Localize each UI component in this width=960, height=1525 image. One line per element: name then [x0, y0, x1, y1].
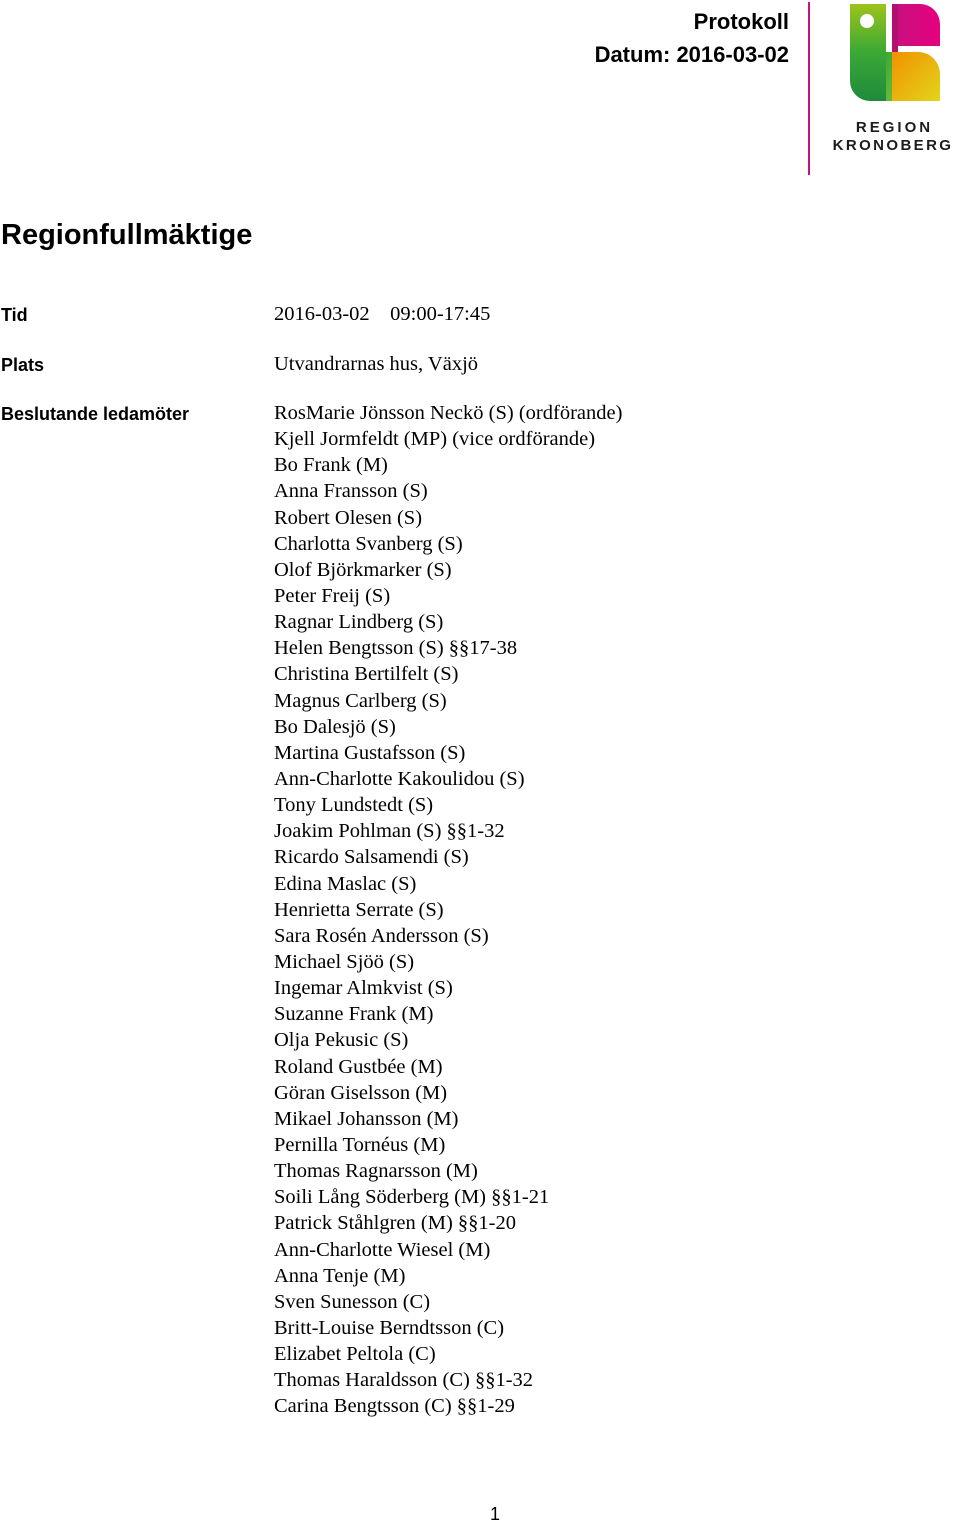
member-item: Christina Bertilfelt (S)	[274, 663, 459, 686]
member-item: Edina Maslac (S)	[274, 872, 417, 895]
member-item: Ann-Charlotte Kakoulidou (S)	[274, 767, 525, 790]
member-item: Charlotta Svanberg (S)	[274, 532, 463, 555]
member-item: Henrietta Serrate (S)	[274, 898, 444, 921]
plats-label: Plats	[1, 355, 45, 375]
tid-value: 2016-03-02 09:00-17:45	[274, 303, 491, 325]
member-item: Elizabet Peltola (C)	[274, 1343, 436, 1366]
tid-label: Tid	[1, 305, 28, 325]
member-item: Mikael Johansson (M)	[274, 1107, 459, 1130]
member-item: Pernilla Tornéus (M)	[274, 1133, 446, 1156]
member-item: Joakim Pohlman (S) §§1-32	[274, 820, 505, 843]
member-item: Bo Frank (M)	[274, 454, 388, 477]
logo-wordmark	[826, 119, 960, 155]
member-item: Ingemar Almkvist (S)	[274, 977, 453, 1000]
logo-pink-overlay	[892, 4, 898, 52]
member-item: Bo Dalesjö (S)	[274, 715, 396, 738]
member-item: Roland Gustbée (M)	[274, 1055, 443, 1078]
member-item: Olof Björkmarker (S)	[274, 558, 452, 581]
page-title: Regionfullmäktige	[1, 219, 253, 251]
document-date: Datum: 2016-03-02	[594, 42, 789, 67]
member-item: Thomas Ragnarsson (M)	[274, 1160, 478, 1183]
logo-wordmark-kronoberg: KRONOBERG	[832, 137, 954, 154]
member-item: Helen Bengtsson (S) §§17-38	[274, 637, 518, 660]
member-item: Thomas Haraldsson (C) §§1-32	[274, 1369, 534, 1392]
members-list	[274, 400, 622, 1419]
plats-value: Utvandrarnas hus, Växjö	[274, 353, 479, 375]
members-block	[274, 400, 622, 1419]
member-item: Kjell Jormfeldt (MP) (vice ordförande)	[274, 428, 596, 451]
page-number: 1	[490, 1504, 501, 1524]
member-item: Ann-Charlotte Wiesel (M)	[274, 1238, 491, 1261]
member-item: Suzanne Frank (M)	[274, 1003, 434, 1026]
member-item: Ragnar Lindberg (S)	[274, 611, 444, 634]
member-item: Sven Sunesson (C)	[274, 1290, 431, 1313]
member-item: Patrick Ståhlgren (M) §§1-20	[274, 1212, 516, 1235]
member-item: Michael Sjöö (S)	[274, 950, 415, 973]
logo-dot	[860, 14, 874, 28]
member-item: Sara Rosén Andersson (S)	[274, 924, 489, 947]
member-item: Robert Olesen (S)	[274, 506, 423, 529]
logo-wordmark-region: REGION	[855, 119, 934, 136]
document-header	[595, 5, 789, 71]
member-item: RosMarie Jönsson Neckö (S) (ordförande)	[274, 402, 623, 424]
member-item: Tony Lundstedt (S)	[274, 794, 434, 817]
member-item: Britt-Louise Berndtsson (C)	[274, 1316, 505, 1339]
member-item: Ricardo Salsamendi (S)	[274, 846, 469, 869]
member-item: Martina Gustafsson (S)	[274, 741, 466, 764]
document-type: Protokoll	[693, 9, 789, 34]
logo-yellow-bottom	[892, 52, 940, 101]
member-item: Soili Lång Söderberg (M) §§1-21	[274, 1186, 550, 1209]
member-item: Göran Giselsson (M)	[274, 1081, 448, 1104]
member-item: Anna Tenje (M)	[274, 1264, 406, 1287]
header-divider	[808, 2, 810, 175]
member-item: Peter Freij (S)	[274, 584, 391, 607]
member-item: Olja Pekusic (S)	[274, 1029, 409, 1052]
member-item: Carina Bengtsson (C) §§1-29	[274, 1395, 515, 1418]
ledamoter-label: Beslutande ledamöter	[1, 404, 190, 424]
member-item: Anna Fransson (S)	[274, 480, 428, 503]
logo-magenta-top	[892, 4, 940, 46]
member-item: Magnus Carlberg (S)	[274, 689, 447, 712]
